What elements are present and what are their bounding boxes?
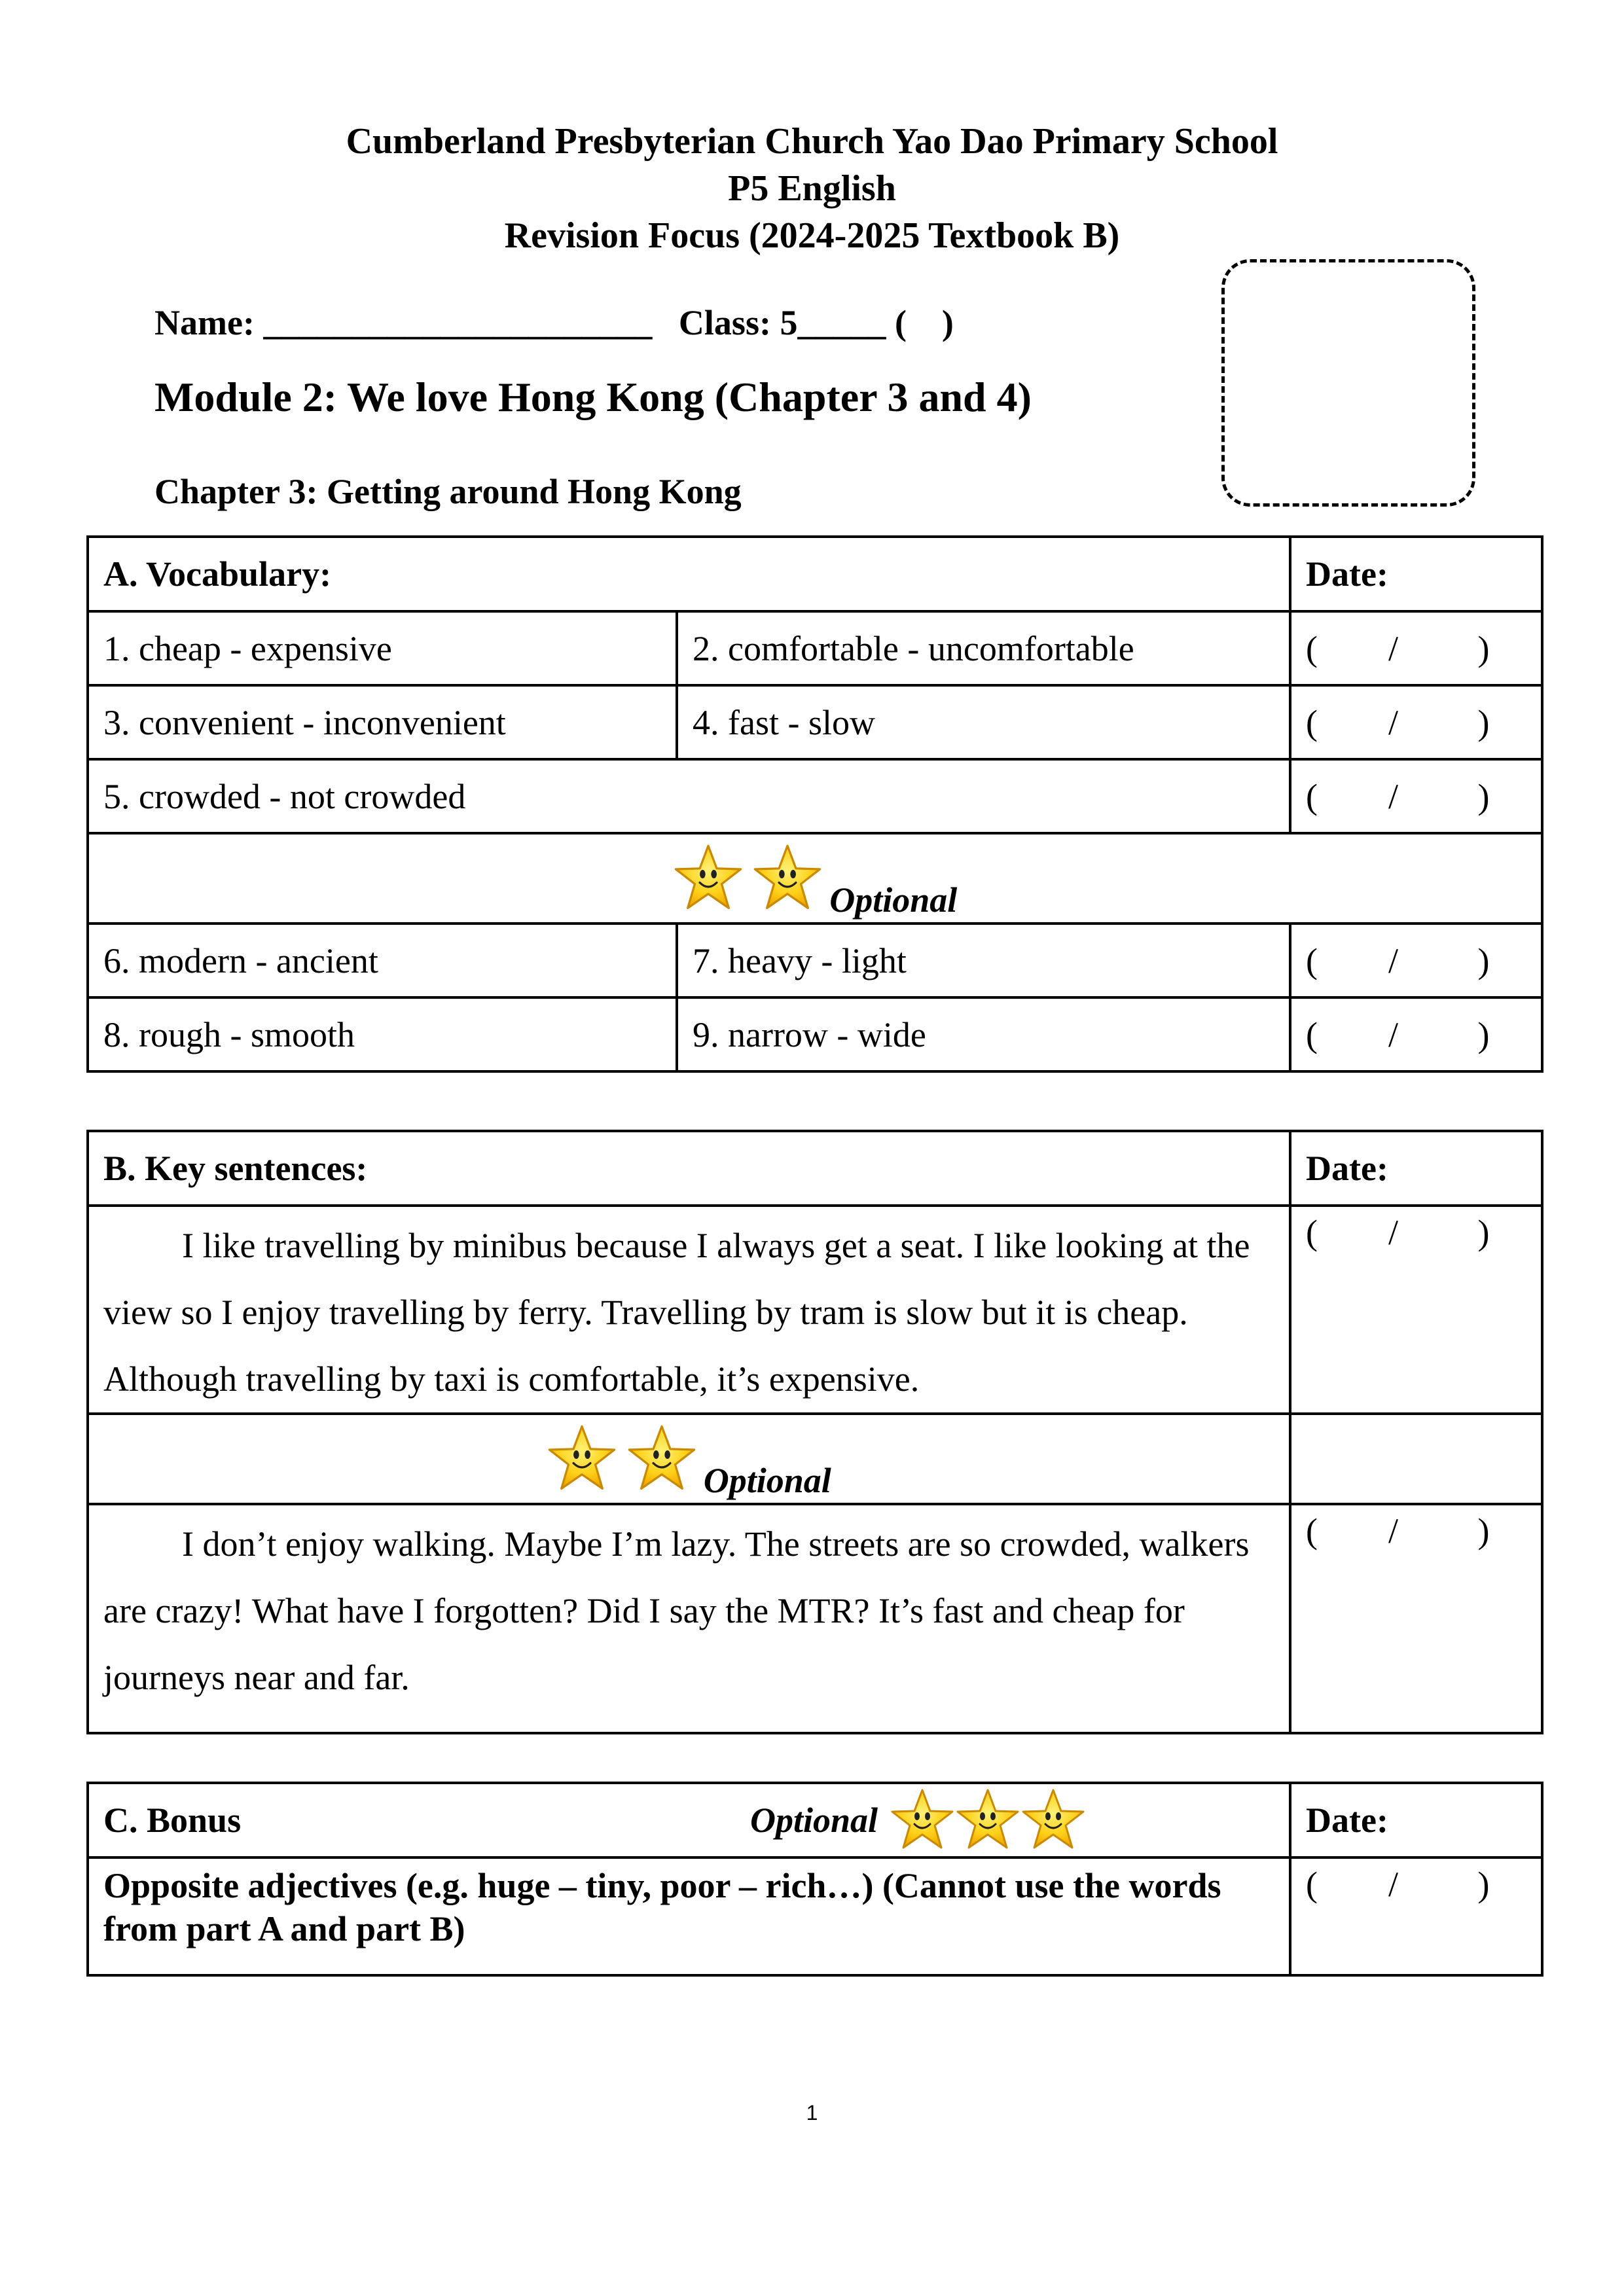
vocab-item: 5. crowded - not crowded [88, 759, 1290, 833]
optional-banner [88, 833, 1542, 924]
stars-group [673, 843, 823, 914]
stars-group [547, 1424, 697, 1494]
vocab-item: 6. modern - ancient [88, 924, 677, 997]
date-field[interactable]: ( / ) [1290, 759, 1542, 833]
bonus-optional [750, 1784, 1086, 1856]
module-title: Module 2: We love Hong Kong (Chapter 3 and 4) [154, 374, 1032, 420]
sticker-box [1221, 259, 1475, 507]
vocab-item: 7. heavy - light [677, 924, 1290, 997]
date-field[interactable]: ( / ) [1290, 1206, 1542, 1414]
vocab-item: 9. narrow - wide [677, 997, 1290, 1071]
stars-group [890, 1787, 1086, 1853]
vocab-item: 8. rough - smooth [88, 997, 677, 1071]
date-field[interactable]: ( / ) [1290, 1504, 1542, 1733]
bonus-task: Opposite adjectives (e.g. huge – tiny, poor – rich…) (Cannot use the words from part A and part B) [88, 1857, 1290, 1975]
date-heading: Date: [1290, 1131, 1542, 1206]
vocab-item: 4. fast - slow [677, 685, 1290, 759]
optional-banner [88, 1414, 1290, 1504]
vocabulary-heading: A. Vocabulary: [88, 537, 1290, 611]
date-field[interactable]: ( / ) [1290, 997, 1542, 1071]
date-field[interactable]: ( / ) [1290, 685, 1542, 759]
star-icon [626, 1424, 697, 1494]
revision-focus-title: Revision Focus (2024-2025 Textbook B) [504, 215, 1120, 256]
star-icon [673, 843, 744, 914]
vocab-item: 2. comfortable - uncomfortable [677, 611, 1290, 685]
chapter-title: Chapter 3: Getting around Hong Kong [154, 472, 742, 511]
bonus-heading-cell [88, 1783, 1290, 1857]
key-sentences-paragraph: I like travelling by minibus because I always get a seat. I like looking at the view so I enjoy travelling by ferry. Travelling by tram is slow but it is cheap. Although travelling by taxi is comfortable, it’s expensive. [88, 1206, 1290, 1414]
school-name: Cumberland Presbyterian Church Yao Dao Primary School [346, 121, 1278, 162]
optional-paragraph: I don’t enjoy walking. Maybe I’m lazy. The streets are so crowded, walkers are crazy! What have I forgotten? Did I say the MTR? It’s fast and cheap for journeys near and far. [88, 1504, 1290, 1733]
key-sentences-heading: B. Key sentences: [88, 1131, 1290, 1206]
star-icon [752, 843, 823, 914]
optional-label: Optional [750, 1801, 878, 1840]
date-field[interactable]: ( / ) [1290, 924, 1542, 997]
bonus-heading: C. Bonus [103, 1801, 242, 1840]
empty-date-cell [1290, 1414, 1542, 1504]
vocab-item: 1. cheap - expensive [88, 611, 677, 685]
date-field[interactable]: ( / ) [1290, 1857, 1542, 1975]
subject-name: P5 English [728, 168, 896, 209]
star-icon [890, 1787, 955, 1853]
star-icon [1020, 1787, 1086, 1853]
optional-label: Optional [829, 880, 958, 920]
star-icon [955, 1787, 1020, 1853]
star-icon [547, 1424, 617, 1494]
key-sentences-table [86, 1130, 1543, 1734]
vocab-item: 3. convenient - inconvenient [88, 685, 677, 759]
date-heading: Date: [1290, 537, 1542, 611]
optional-label: Optional [703, 1461, 831, 1500]
name-class-line[interactable]: Name: ______________________ Class: 5_____ ( ) [154, 303, 954, 342]
date-field[interactable]: ( / ) [1290, 611, 1542, 685]
page-header [0, 118, 1624, 259]
vocabulary-table [86, 535, 1543, 1073]
bonus-table [86, 1782, 1543, 1977]
date-heading: Date: [1290, 1783, 1542, 1857]
page-number: 1 [806, 2101, 818, 2125]
